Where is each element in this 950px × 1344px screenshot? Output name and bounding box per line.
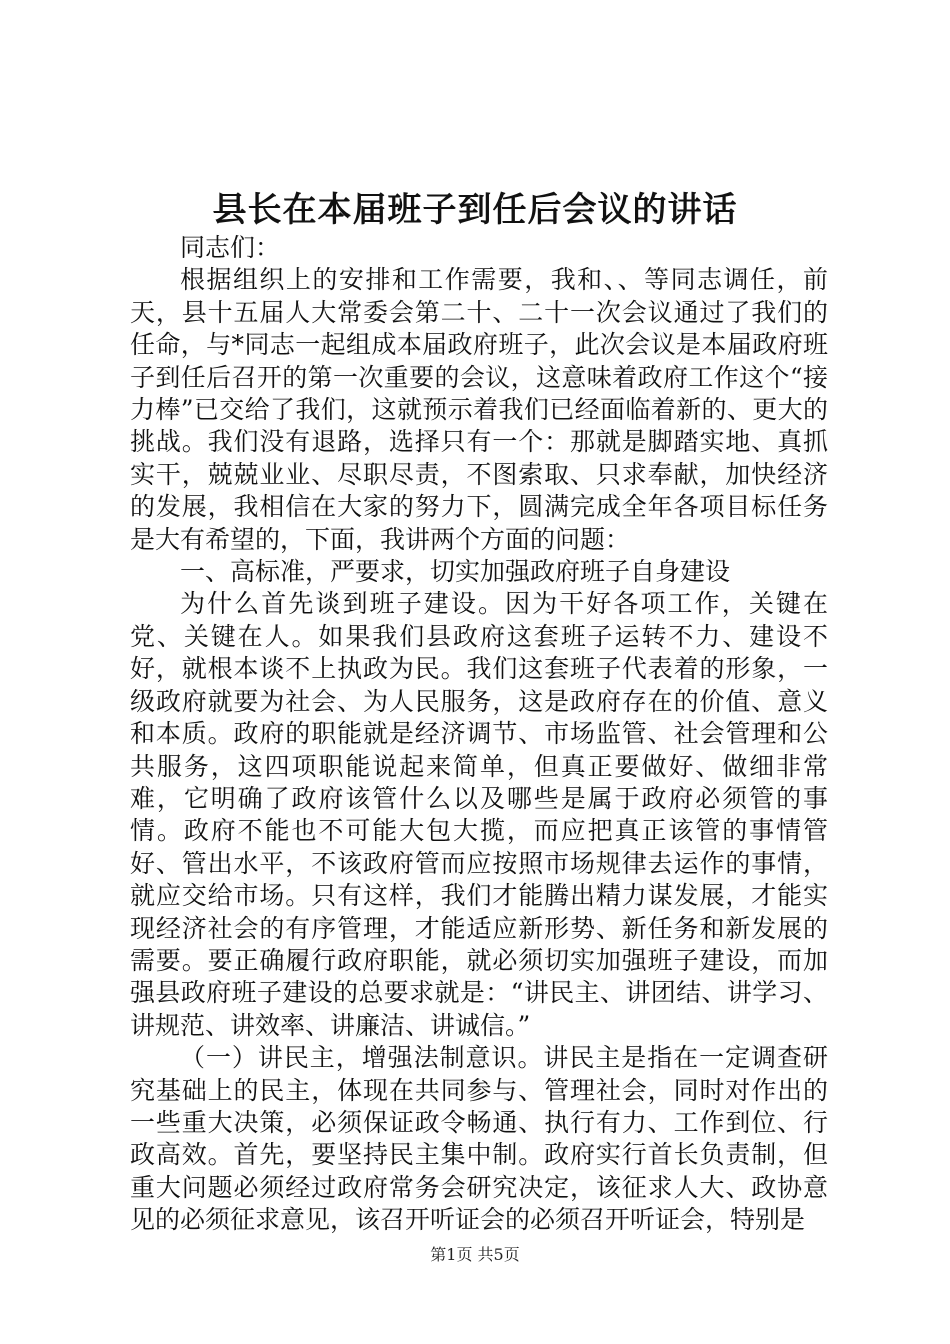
document-title: 县长在本届班子到任后会议的讲话 bbox=[212, 190, 738, 230]
page-number-footer: 第1页 共5页 bbox=[430, 1245, 520, 1264]
body-paragraph: （一）讲民主，增强法制意识。讲民主是指在一定调查研究基础上的民主，体现在共同参与、管理社会，同时对作出的一些重大决策，必须保证政令畅通、执行有力、工作到位、行政高效。首先，要坚持民主集中制。政府实行首长负责制，但重大问题必须经过政府常务会研究决定，该征求人大、政协意见的必须征求意见，该召开听证会的必须召开听证会，特别是 bbox=[130, 1043, 828, 1235]
section-heading: 一、高标准，严要求，切实加强政府班子自身建设 bbox=[180, 557, 731, 587]
salutation-paragraph: 同志们： bbox=[180, 233, 281, 262]
body-paragraph: 根据组织上的安排和工作需要，我和、、等同志调任，前天，县十五届人大常委会第二十、二十一次会议通过了我们的任命，与*同志一起组成本届政府班子，此次会议是本届政府班子到任后召开的第一次重要的会议，这意味着政府工作这个“接力棒”已交给了我们，这就预示着我们已经面临着新的、更大的挑战。我们没有退路，选择只有一个：那就是脚踏实地、真抓实干，兢兢业业、尽职尽责，不图索取、只求奉献，加快经济的发展，我相信在大家的努力下，圆满完成全年各项目标任务是大有希望的，下面，我讲两个方面的问题： bbox=[130, 265, 828, 554]
body-paragraph: 为什么首先谈到班子建设。因为干好各项工作，关键在党、关键在人。如果我们县政府这套班子运转不力、建设不好，就根本谈不上执政为民。我们这套班子代表着的形象，一级政府就要为社会、为人民服务，这是政府存在的价值、意义和本质。政府的职能就是经济调节、市场监管、社会管理和公共服务，这四项职能说起来简单，但真正要做好、做细非常难，它明确了政府该管什么以及哪些是属于政府必须管的事情。政府不能也不可能大包大揽，而应把真正该管的事情管好、管出水平，不该政府管而应按照市场规律去运作的事情，就应交给市场。只有这样，我们才能腾出精力谋发展，才能实现经济社会的有序管理，才能适应新形势、新任务和新发展的需要。要正确履行政府职能，就必须切实加强班子建设，而加强县政府班子建设的总要求就是：“讲民主、讲团结、讲学习、讲规范、讲效率、讲廉洁、讲诚信。” bbox=[130, 589, 828, 1040]
document-body bbox=[130, 232, 828, 1237]
